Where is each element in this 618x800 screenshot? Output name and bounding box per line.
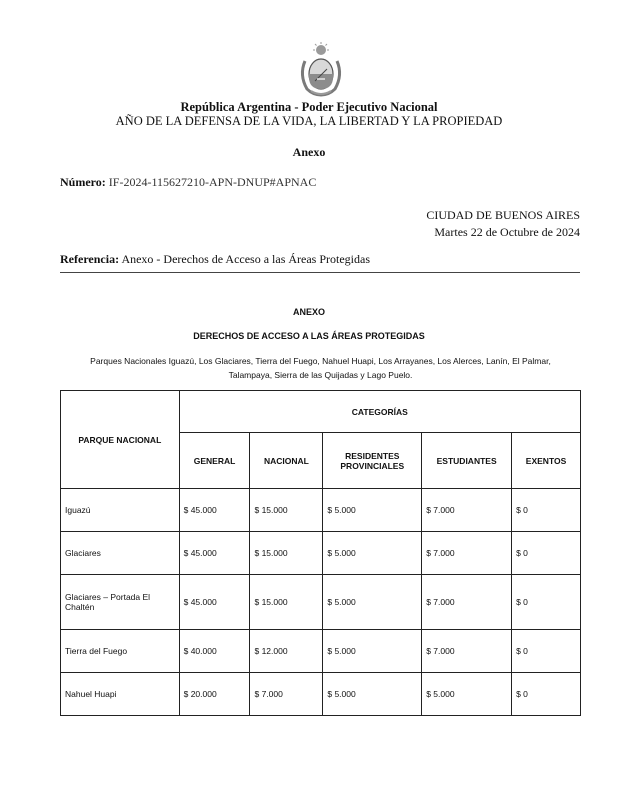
location-block [426,207,580,241]
fee-cell: $ 7.000 [250,673,323,716]
city: CIUDAD DE BUENOS AIRES [426,208,580,222]
fee-cell: $ 5.000 [323,575,422,630]
fee-cell: $ 45.000 [179,532,250,575]
fee-cell: $ 7.000 [422,489,512,532]
fee-cell: $ 7.000 [422,532,512,575]
column-header: NACIONAL [250,433,323,489]
park-name: Glaciares – Portada El Chaltén [61,575,180,630]
header-line-2: AÑO DE LA DEFENSA DE LA VIDA, LA LIBERTAD Y LA PROPIEDAD [115,114,503,128]
fee-cell: $ 12.000 [250,630,323,673]
annex-title: ANEXO [292,307,325,317]
fee-cell: $ 5.000 [422,673,512,716]
table-row [61,630,581,673]
header-line-1: República Argentina - Poder Ejecutivo Nacional [180,100,438,114]
argentina-coat-of-arms-icon [295,41,347,97]
annex-subtitle: DERECHOS DE ACCESO A LAS ÁREAS PROTEGIDAS [193,331,425,341]
fee-cell: $ 45.000 [179,489,250,532]
fee-cell: $ 7.000 [422,630,512,673]
column-header: RESIDENTES PROVINCIALES [323,433,422,489]
park-name: Nahuel Huapi [61,673,180,716]
date: Martes 22 de Octubre de 2024 [434,225,580,239]
fee-cell: $ 20.000 [179,673,250,716]
fee-cell: $ 7.000 [422,575,512,630]
table-row [61,575,581,630]
fee-cell: $ 5.000 [323,630,422,673]
categories-header: CATEGORÍAS [179,391,580,433]
fee-cell: $ 15.000 [250,575,323,630]
reference-label: Referencia: [60,252,120,266]
reference-value: Anexo - Derechos de Acceso a las Áreas Protegidas [121,252,371,266]
fee-cell: $ 0 [512,673,581,716]
fee-cell: $ 5.000 [323,489,422,532]
divider [60,272,580,273]
reference [60,252,370,267]
fee-cell: $ 0 [512,489,581,532]
table-row [61,489,581,532]
fee-cell: $ 15.000 [250,532,323,575]
fee-cell: $ 5.000 [323,673,422,716]
fee-cell: $ 5.000 [323,532,422,575]
table-row [61,532,581,575]
column-header: EXENTOS [512,433,581,489]
fee-cell: $ 0 [512,575,581,630]
fee-cell: $ 15.000 [250,489,323,532]
park-header: PARQUE NACIONAL [61,391,180,489]
park-name: Glaciares [61,532,180,575]
column-header: GENERAL [179,433,250,489]
number-label: Número: [60,175,106,189]
document-number [60,175,316,190]
park-name: Iguazú [61,489,180,532]
fee-cell: $ 40.000 [179,630,250,673]
table-header-row [61,391,581,433]
park-name: Tierra del Fuego [61,630,180,673]
fee-cell: $ 45.000 [179,575,250,630]
number-value: IF-2024-115627210-APN-DNUP#APNAC [108,175,317,189]
annex-description: Parques Nacionales Iguazú, Los Glaciares, Tierra del Fuego, Nahuel Huapi, Los Arrayanes, Los Alerces, Lanín, El Palmar, Talampaya, Sierra de las Quijadas y Lago Puelo. [90,356,551,380]
fee-cell: $ 0 [512,630,581,673]
column-header: ESTUDIANTES [422,433,512,489]
fee-cell: $ 0 [512,532,581,575]
table-row [61,673,581,716]
document-type: Anexo [292,145,326,159]
fees-table [60,390,581,716]
